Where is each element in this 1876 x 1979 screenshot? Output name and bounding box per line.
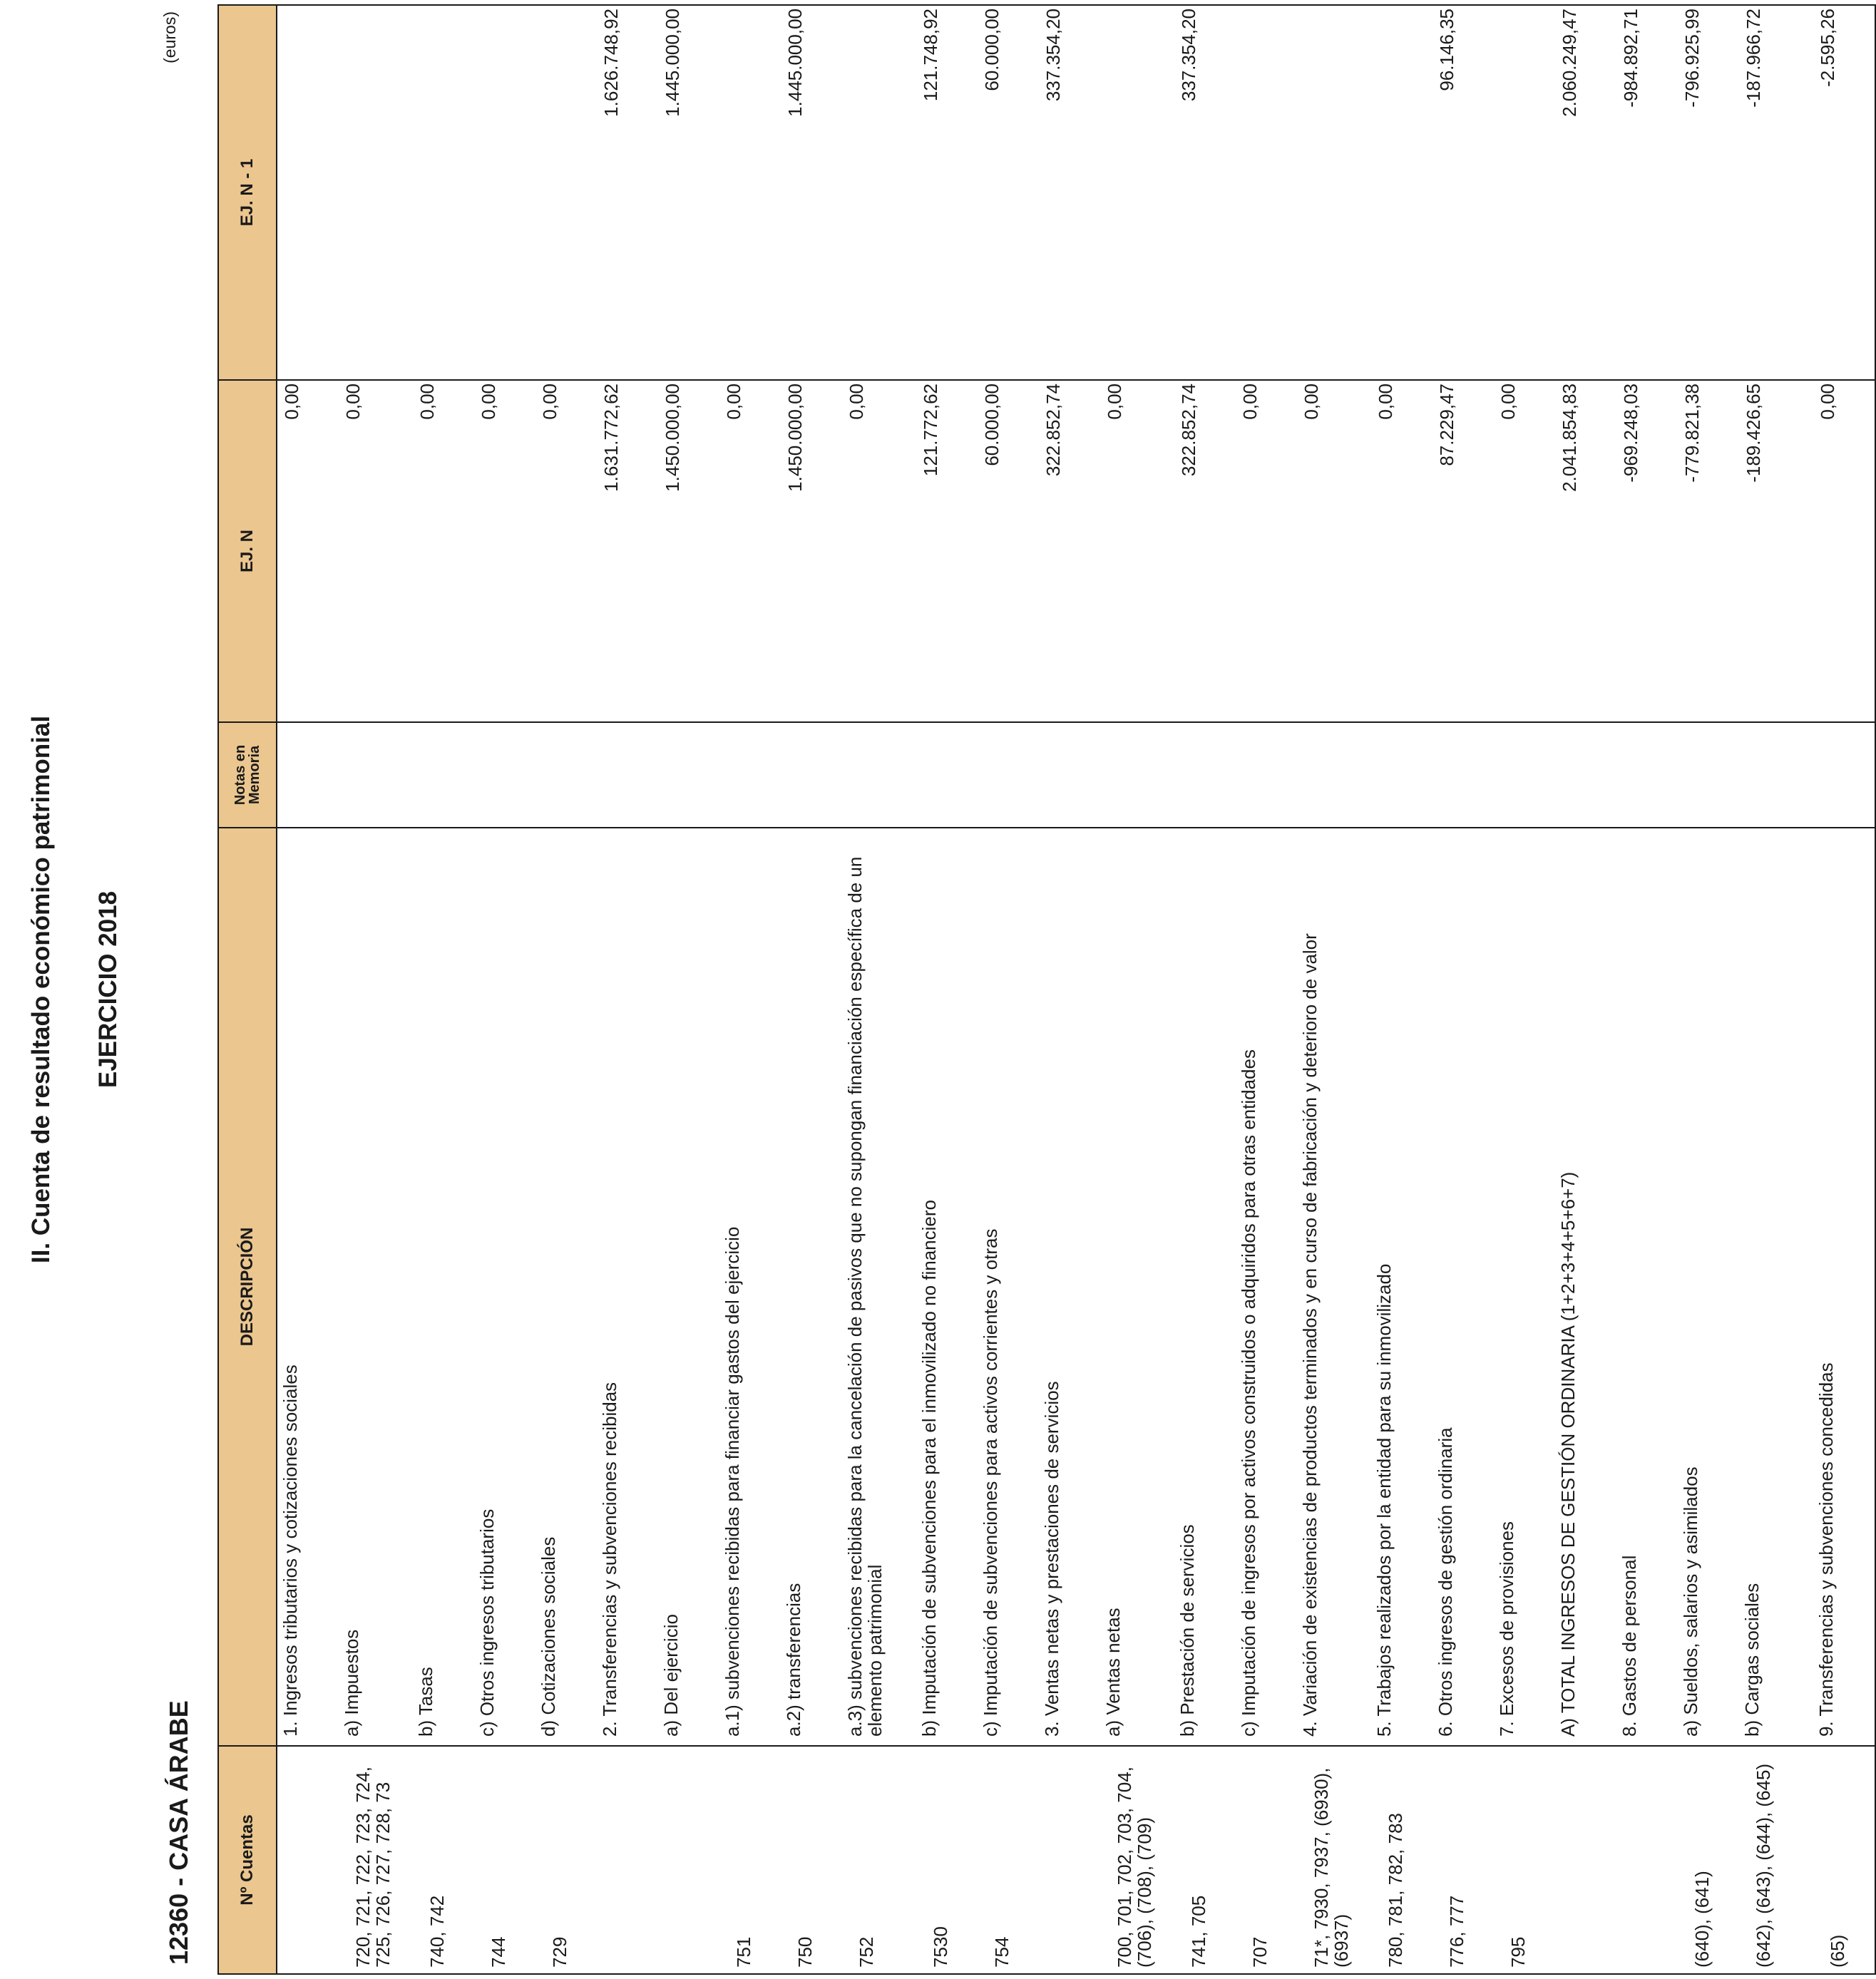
notes-cell — [1813, 722, 1875, 828]
accounts-cell: 700, 701, 702, 703, 704, (706), (708), (709) — [1100, 1746, 1174, 1974]
accounts-cell: 729 — [535, 1746, 597, 1974]
col-year-n1-header: EJ. N - 1 — [218, 5, 277, 380]
description-cell: a) Impuestos — [339, 828, 413, 1746]
accounts-cell: 795 — [1494, 1746, 1555, 1974]
table-row — [719, 5, 781, 1974]
table-row — [413, 5, 474, 1974]
year-n-value: 0,00 — [277, 380, 339, 722]
description-cell: b) Tasas — [413, 828, 474, 1746]
notes-cell — [916, 722, 978, 828]
year-n-value: 0,00 — [842, 380, 916, 722]
year-n1-value — [1100, 5, 1174, 380]
accounts-cell — [658, 1746, 719, 1974]
notes-cell — [1371, 722, 1432, 828]
table-row — [1100, 5, 1174, 1974]
description-cell: A) TOTAL INGRESOS DE GESTIÓN ORDINARIA (1+2+3+4+5+6+7) — [1555, 828, 1616, 1746]
year-n1-value — [719, 5, 781, 380]
accounts-cell: 741, 705 — [1174, 1746, 1236, 1974]
table-row — [658, 5, 719, 1974]
notes-cell — [1432, 722, 1494, 828]
notes-cell — [1616, 722, 1678, 828]
accounts-cell: 744 — [474, 1746, 535, 1974]
notes-header-line2: Memoria — [247, 745, 262, 805]
year-n-value: 1.450.000,00 — [781, 380, 842, 722]
year-n-value: 0,00 — [535, 380, 597, 722]
notes-cell — [658, 722, 719, 828]
description-cell: 9. Transferencias y subvenciones concedidas — [1813, 828, 1875, 1746]
accounts-cell: 780, 781, 782, 783 — [1371, 1746, 1432, 1974]
accounts-cell: 707 — [1236, 1746, 1297, 1974]
year-n-value: -779.821,38 — [1678, 380, 1739, 722]
year-n-value: 121.772,62 — [916, 380, 978, 722]
accounts-cell — [597, 1746, 658, 1974]
year-n1-value: 96.146,35 — [1432, 5, 1494, 380]
description-cell: 8. Gastos de personal — [1616, 828, 1678, 1746]
currency-unit: (euros) — [160, 11, 179, 63]
year-n-value: 322.852,74 — [1174, 380, 1236, 722]
accounts-cell: 720, 721, 722, 723, 724, 725, 726, 727, 728, 73 — [339, 1746, 413, 1974]
description-cell: b) Imputación de subvenciones para el inmovilizado no financiero — [916, 828, 978, 1746]
accounts-cell: (65) — [1813, 1746, 1875, 1974]
notes-cell — [1555, 722, 1616, 828]
year-n-value: 0,00 — [1813, 380, 1875, 722]
table-body — [277, 5, 1875, 1974]
notes-cell — [1039, 722, 1100, 828]
accounts-cell: 7530 — [916, 1746, 978, 1974]
description-cell: a.2) transferencias — [781, 828, 842, 1746]
description-cell: c) Otros ingresos tributarios — [474, 828, 535, 1746]
description-cell: b) Prestación de servicios — [1174, 828, 1236, 1746]
accounts-cell: 740, 742 — [413, 1746, 474, 1974]
notes-cell — [277, 722, 339, 828]
year-n1-value — [277, 5, 339, 380]
accounts-cell: 750 — [781, 1746, 842, 1974]
notes-header-line1: Notas en — [232, 744, 248, 806]
table-row — [1039, 5, 1100, 1974]
accounts-cell — [1555, 1746, 1616, 1974]
table-row — [1494, 5, 1555, 1974]
year-n-value: 1.631.772,62 — [597, 380, 658, 722]
accounts-cell — [1039, 1746, 1100, 1974]
year-n1-value — [1236, 5, 1297, 380]
year-n-value: 2.041.854,83 — [1555, 380, 1616, 722]
table-row — [597, 5, 658, 1974]
table-row — [1297, 5, 1371, 1974]
description-cell: c) Imputación de ingresos por activos construidos o adquiridos para otras entidades — [1236, 828, 1297, 1746]
year-n-value: 0,00 — [339, 380, 413, 722]
description-cell: 2. Transferencias y subvenciones recibidas — [597, 828, 658, 1746]
table-row — [474, 5, 535, 1974]
year-n1-value: 337.354,20 — [1174, 5, 1236, 380]
description-cell: 1. Ingresos tributarios y cotizaciones sociales — [277, 828, 339, 1746]
exercise-title: EJERCICIO 2018 — [94, 890, 122, 1089]
description-cell: a) Sueldos, salarios y asimilados — [1678, 828, 1739, 1746]
year-n-value: 0,00 — [1371, 380, 1432, 722]
year-n1-value: 2.060.249,47 — [1555, 5, 1616, 380]
year-n1-value: 337.354,20 — [1039, 5, 1100, 380]
description-cell: d) Cotizaciones sociales — [535, 828, 597, 1746]
table-row — [1555, 5, 1616, 1974]
notes-cell — [1739, 722, 1813, 828]
year-n-value: 60.000,00 — [978, 380, 1039, 722]
table-row — [978, 5, 1039, 1974]
entity-name: 12360 - CASA ÁRABE — [164, 1700, 193, 1965]
year-n-value: 322.852,74 — [1039, 380, 1100, 722]
description-cell: 5. Trabajos realizados por la entidad para su inmovilizado — [1371, 828, 1432, 1746]
notes-cell — [339, 722, 413, 828]
year-n1-value: -2.595,26 — [1813, 5, 1875, 380]
notes-cell — [1174, 722, 1236, 828]
description-cell: a.1) subvenciones recibidas para financiar gastos del ejercicio — [719, 828, 781, 1746]
year-n-value: 0,00 — [719, 380, 781, 722]
description-cell: a.3) subvenciones recibidas para la cancelación de pasivos que no supongan financiación específica de un elemento patrimonial — [842, 828, 916, 1746]
notes-cell — [474, 722, 535, 828]
accounts-cell — [277, 1746, 339, 1974]
year-n1-value: 1.626.748,92 — [597, 5, 658, 380]
table-row — [781, 5, 842, 1974]
col-description-header: DESCRIPCIÓN — [218, 828, 277, 1746]
year-n1-value: 1.445.000,00 — [658, 5, 719, 380]
accounts-cell: 776, 777 — [1432, 1746, 1494, 1974]
year-n1-value: 121.748,92 — [916, 5, 978, 380]
table-row — [1739, 5, 1813, 1974]
table-row — [1236, 5, 1297, 1974]
accounts-cell: (642), (643), (644), (645) — [1739, 1746, 1813, 1974]
description-cell: 7. Excesos de provisiones — [1494, 828, 1555, 1746]
year-n-value: 0,00 — [1297, 380, 1371, 722]
income-statement-table — [217, 4, 1876, 1975]
year-n1-value: 60.000,00 — [978, 5, 1039, 380]
table-row — [1371, 5, 1432, 1974]
year-n1-value — [1297, 5, 1371, 380]
table-row — [916, 5, 978, 1974]
table-row — [277, 5, 339, 1974]
notes-cell — [413, 722, 474, 828]
accounts-cell: 754 — [978, 1746, 1039, 1974]
year-n1-value — [339, 5, 413, 380]
accounts-cell: (640), (641) — [1678, 1746, 1739, 1974]
notes-cell — [1678, 722, 1739, 828]
col-notes-header — [218, 722, 277, 828]
year-n-value: 0,00 — [413, 380, 474, 722]
accounts-cell: 71*, 7930, 7937, (6930), (6937) — [1297, 1746, 1371, 1974]
table-row — [339, 5, 413, 1974]
accounts-cell: 752 — [842, 1746, 916, 1974]
col-year-n-header: EJ. N — [218, 380, 277, 722]
table-row — [1678, 5, 1739, 1974]
description-cell: b) Cargas sociales — [1739, 828, 1813, 1746]
year-n1-value — [842, 5, 916, 380]
year-n1-value — [535, 5, 597, 380]
description-cell: 6. Otros ingresos de gestión ordinaria — [1432, 828, 1494, 1746]
table-row — [842, 5, 916, 1974]
year-n-value: -969.248,03 — [1616, 380, 1678, 722]
year-n1-value: -796.925,99 — [1678, 5, 1739, 380]
accounts-cell: 751 — [719, 1746, 781, 1974]
table-row — [1813, 5, 1875, 1974]
accounts-cell — [1616, 1746, 1678, 1974]
table-header-row — [218, 5, 277, 1974]
notes-cell — [719, 722, 781, 828]
year-n1-value: -187.966,72 — [1739, 5, 1813, 380]
year-n-value: 0,00 — [1494, 380, 1555, 722]
description-cell: 3. Ventas netas y prestaciones de servicios — [1039, 828, 1100, 1746]
year-n1-value — [474, 5, 535, 380]
notes-cell — [842, 722, 916, 828]
notes-cell — [535, 722, 597, 828]
notes-cell — [1297, 722, 1371, 828]
notes-cell — [1100, 722, 1174, 828]
year-n-value: 0,00 — [1100, 380, 1174, 722]
year-n1-value — [1371, 5, 1432, 380]
year-n-value: 1.450.000,00 — [658, 380, 719, 722]
year-n1-value: 1.445.000,00 — [781, 5, 842, 380]
section-title: II. Cuenta de resultado económico patrimonial — [27, 715, 55, 1264]
year-n-value: -189.426,65 — [1739, 380, 1813, 722]
notes-cell — [1494, 722, 1555, 828]
description-cell: 4. Variación de existencias de productos terminados y en curso de fabricación y deterioro de valor — [1297, 828, 1371, 1746]
year-n-value: 0,00 — [474, 380, 535, 722]
col-accounts-header: Nº Cuentas — [218, 1746, 277, 1974]
year-n-value: 0,00 — [1236, 380, 1297, 722]
description-cell: c) Imputación de subvenciones para activos corrientes y otras — [978, 828, 1039, 1746]
table-row — [1432, 5, 1494, 1974]
table-row — [1174, 5, 1236, 1974]
year-n-value: 87.229,47 — [1432, 380, 1494, 722]
notes-cell — [597, 722, 658, 828]
year-n1-value — [413, 5, 474, 380]
year-n1-value — [1494, 5, 1555, 380]
table-row — [535, 5, 597, 1974]
year-n1-value: -984.892,71 — [1616, 5, 1678, 380]
notes-cell — [781, 722, 842, 828]
description-cell: a) Del ejercicio — [658, 828, 719, 1746]
notes-cell — [1236, 722, 1297, 828]
notes-cell — [978, 722, 1039, 828]
table-row — [1616, 5, 1678, 1974]
description-cell: a) Ventas netas — [1100, 828, 1174, 1746]
